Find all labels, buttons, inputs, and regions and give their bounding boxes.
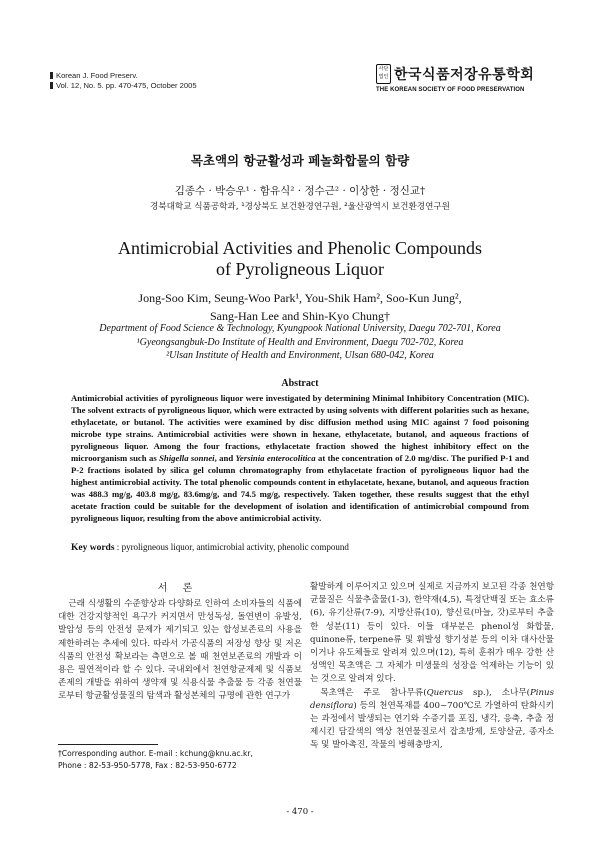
abstract-species-1: Shigella sonnei — [159, 453, 215, 463]
abstract-part2: , and — [214, 453, 236, 463]
keywords-label: Key words — [71, 543, 115, 553]
journal-citation — [50, 71, 197, 91]
english-affil-line3: ²Ulsan Institute of Health and Environment, Ulsan 680-042, Korea — [166, 350, 434, 361]
english-affil-line2: ¹Gyeongsangbuk-Do Institute of Health and Environment, Daegu 702-702, Korea — [136, 336, 464, 348]
para2-species-pinus: Pinus densiflora — [310, 687, 554, 711]
journal-name: Korean J. Food Preserv. — [50, 71, 197, 81]
english-authors-line1: Jong-Soo Kim, Seung-Woo Park¹, You-Shik Ham², Soo-Kun Jung², — [138, 291, 462, 305]
footnote-line2: Phone : 82-53-950-5778, Fax : 82-53-950-6772 — [58, 761, 237, 770]
korean-affiliations: 경북대학교 식품공학과, ¹경상북도 보건환경연구원, ²울산광역시 보건환경연구원 — [150, 202, 450, 212]
english-title-line2: of Pyroligneous Liquor — [216, 259, 384, 279]
right-column-text — [310, 581, 554, 753]
para2-part-a: 목초액은 주로 참나무류( — [320, 687, 427, 698]
society-logo — [376, 64, 554, 94]
english-authors — [0, 289, 600, 325]
society-badge: 사단법인 — [376, 64, 391, 84]
english-authors-line2: Sang-Han Lee and Shin-Kyo Chung† — [210, 309, 390, 323]
footnote — [58, 748, 308, 772]
abstract-part1: Antimicrobial activities of pyroligneous liquor were investigated by determining Minimal Inhibitory Concentration (MIC). The solvent extracts of pyroligneous liquor, which were extracted by using solvents with different polarities such as hexane, ethylacetate, or butanol. The activities were examined by disc diffusion method using MIC against 7 food poisoning microbe type strains. Antimicrobial activities were shown in hexane, ethylacetate, butanol, and aqueous fractions of pyroligneous liquor. Among the four fractions, ethylacetate fraction showed the highest inhibitory effect on the microorganism such as — [71, 393, 529, 463]
para2-species-quercus: Quercus — [426, 687, 464, 698]
right-column-para1: 활발하게 이루어지고 있으며 실제로 지금까지 보고된 각종 천연항균물질은 식물추출물(1-3), 한약재(4,5), 특정단백질 또는 효소류(6), 유기산류(7-9), 지방산류(10), 향신료(마늘, 갓)로부터 추출한 성분(11) 등이 있다. 이들 대부분은 phenol성 화합물, quinone류, terpene류 및 휘발성 향기성분 등의 이차 대사산물이거나 유도체들로 알려져 있으며(12), 특히 훈취가 매우 강한 산성액인 목초액은 그 자체가 미생물의 성장을 억제하는 기능이 있는 것으로 알려져 있다. — [310, 582, 554, 685]
english-title-line1: Antimicrobial Activities and Phenolic Compounds — [118, 238, 482, 258]
abstract-species-2: Yersinia enterocolitica — [235, 453, 316, 463]
abstract-text — [71, 392, 529, 524]
left-column-text: 근래 식생활의 수준향상과 다양화로 인하여 소비자들의 식품에 대한 건강지향적인 욕구가 커지면서 만성독성, 돌연변이 유발성, 발암성 등의 안전성 문제가 제기되고 있는 합성보존료의 사용을 제한하려는 추세에 있다. 따라서 가공식품의 저장성 향상 및 저온식품의 안전성 확보라는 측면으로 볼 때 천연보존료의 개발과 이용은 필연적이라 할 수 있다. 국내외에서 천연항균제제 및 식품보존제의 개발을 위하여 생약재 및 식용식물 추출물 등 각종 천연물로부터 항균활성물질의 탐색과 활성본체의 규명에 관한 연구가 — [58, 599, 302, 702]
footnote-divider — [58, 744, 158, 745]
para2-part-c: ) 등의 천연목재를 400~700℃로 가열하여 탄화시키는 과정에서 발생되는 연기와 수증기를 포집, 냉각, 응축, 추출 정제시킨 담갈색의 액상 천연물질로서 잡초방제, 토양살균, 종자소독 및 발아촉진, 작물의 병해충방지, — [310, 700, 554, 751]
right-column-para2 — [310, 687, 554, 753]
keywords: Key words : pyroligneous liquor, antimicrobial activity, phenolic compound — [71, 542, 349, 553]
abstract-heading: Abstract — [281, 378, 319, 389]
english-affiliations — [0, 322, 600, 363]
english-title — [0, 238, 600, 280]
society-name-ko: 한국식품저장유통학회 — [394, 67, 535, 83]
keywords-text: pyroligneous liquor, antimicrobial activity, phenolic compound — [121, 542, 349, 552]
section-heading-intro: 서 론 — [157, 583, 199, 594]
society-name-en: THE KOREAN SOCIETY OF FOOD PRESERVATION — [376, 87, 525, 93]
page-number: - 470 - — [286, 807, 314, 817]
para2-part-b: sp.), 소나무( — [463, 687, 530, 698]
abstract-part3: at the concentration of 2.0 mg/disc. The purified P-1 and P-2 fractions isolated by silica gel column chromatography from ethylacetate fraction of pyroligneous liquor had the highest antimicrobial activity. The total phenolic compounds content in ethylacetate, hexane, butanol, and aqueous fraction was 488.3 mg/g, 403.8 mg/g, 83.6mg/g, and 74.5 mg/g, respectively. Taken together, these results suggest that the ethyl acetate fraction could be suitable for the development of isolation and identification of antimicrobial compound from pyroligneous liquor, resulting from the above antimicrobial activity. — [71, 453, 530, 523]
english-affil-line1: Department of Food Science & Technology, Kyungpook National University, Daegu 702-701, Korea — [99, 323, 501, 334]
footnote-line1: †Corresponding author. E-mail : kchung@knu.ac.kr, — [58, 749, 253, 758]
korean-authors: 김종수 · 박승우¹ · 함유식² · 정수근² · 이상한 · 정신교† — [174, 185, 426, 197]
korean-title: 목초액의 항균활성과 페놀화합물의 함량 — [190, 153, 410, 168]
journal-volume: Vol. 12, No. 5. pp. 470-475, October 2005 — [50, 81, 197, 91]
